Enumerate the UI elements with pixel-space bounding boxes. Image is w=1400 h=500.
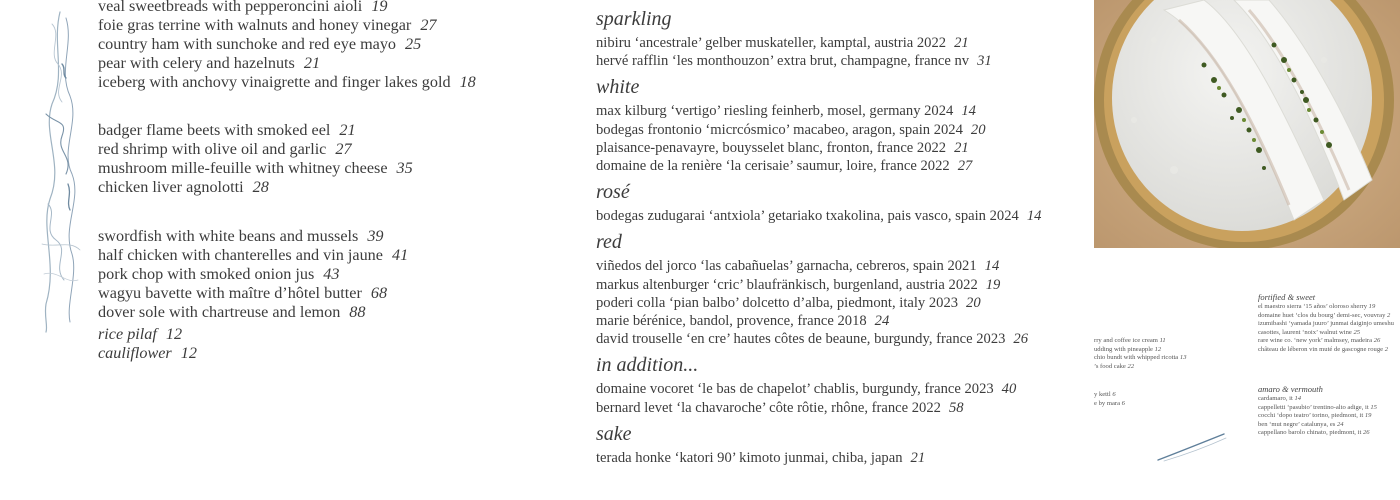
menu-item-price: 28 [252, 178, 269, 196]
food-group-sides [98, 325, 476, 363]
thumbnail-tea-list [1094, 391, 1125, 408]
thumbnail-line [1094, 400, 1125, 409]
food-group-small-plates [98, 0, 476, 92]
menu-item-price: 21 [303, 54, 321, 72]
menu-item [98, 265, 476, 284]
thumbnail-line-name: ’s food cake [1094, 362, 1126, 370]
menu-item [98, 140, 476, 159]
thumbnail-line-name: izumibashi ‘yamada juuro’ junmai daiginjo umeshu [1258, 320, 1394, 328]
wine-item [596, 207, 1041, 225]
menu-item-price: 21 [339, 121, 356, 139]
thumbnail-heading: amaro & vermouth [1258, 384, 1323, 394]
menu-item-price: 88 [349, 303, 366, 321]
thumbnail-line-name: cocchi ‘dopo teatro’ torino, piedmont, it [1258, 412, 1364, 420]
section-heading-sake: sake [596, 422, 632, 445]
thumbnail-line-price: 22 [1127, 362, 1135, 370]
thumbnail-line-price: 26 [1362, 429, 1370, 437]
thumbnail-amaro-list [1258, 384, 1377, 438]
wine-name: bodegas frontonio ‘micrcósmico’ macabeo, aragon, spain 2024 [596, 121, 963, 138]
section-heading-red: red [596, 231, 622, 254]
menu-item-name: country ham with sunchoke and red eye mayo [98, 35, 397, 53]
section-heading-rose: rosé [596, 181, 630, 204]
thumbnail-line [1094, 337, 1187, 346]
menu-item [98, 227, 476, 246]
wine-list [596, 8, 1041, 467]
menu-item [98, 35, 476, 54]
wine-name: nibiru ‘ancestrale’ gelber muskateller, kamptal, austria 2022 [596, 35, 947, 51]
thumbnail-line [1258, 421, 1377, 430]
menu-item-name: badger flame beets with smoked eel [98, 121, 331, 139]
section-heading-white: white [596, 76, 640, 99]
thumbnail-line-name: domaine huet ‘clos du bourg’ demi-sec, vouvray [1258, 311, 1386, 319]
thumbnail-line [1258, 329, 1394, 338]
thumbnail-line-name: y kettl [1094, 391, 1111, 398]
menu-item-price: 27 [420, 16, 437, 34]
menu-item-name: dover sole with chartreuse and lemon [98, 303, 341, 321]
thumbnail-line-name: cappelletti ‘pasubio’ trentino-alto adige, it [1258, 403, 1369, 411]
wine-item [596, 380, 1041, 398]
thumbnail-line-name: casottes, laurent ‘noix’ walnut wine [1258, 328, 1352, 336]
wine-price: 21 [954, 35, 969, 51]
thumbnail-line [1258, 303, 1394, 312]
wine-price: 40 [1001, 381, 1017, 398]
menu-item-name: pork chop with smoked onion jus [98, 265, 315, 283]
wine-price: 24 [874, 313, 890, 330]
wine-item [596, 294, 1041, 312]
menu-item-name: foie gras terrine with walnuts and honey vinegar [98, 16, 412, 34]
wine-price: 58 [948, 399, 964, 416]
thumbnail-line-price: 13 [1179, 354, 1187, 362]
wine-price: 21 [954, 139, 969, 156]
wine-price: 14 [961, 103, 976, 120]
menu-item [98, 246, 476, 265]
thumbnail-line [1258, 320, 1394, 329]
thumbnail-line-name: château de léberon vin muté de gascogne rouge [1258, 345, 1384, 353]
menu-item-price: 18 [459, 73, 476, 91]
wine-item [596, 257, 1041, 275]
menu-item-price: 25 [405, 35, 422, 53]
menu-item-price: 68 [370, 284, 388, 302]
menu-item-name: half chicken with chanterelles and vin jaune [98, 246, 383, 264]
food-group-middle [98, 121, 476, 197]
thumbnail-line [1258, 404, 1377, 413]
wine-name: markus altenburger ‘cric’ blaufränkisch, burgenland, austria 2022 [596, 276, 978, 293]
sketch-illustration [22, 4, 92, 334]
menu-item [98, 178, 476, 197]
thumbnail-line-price: 26 [1373, 337, 1381, 345]
thumbnail-line [1258, 346, 1394, 355]
thumbnail-dessert-list [1094, 337, 1187, 371]
thumbnail-line [1094, 346, 1187, 355]
menu-thumbnail [1094, 282, 1400, 500]
wine-name: domaine vocoret ‘le bas de chapelot’ chablis, burgundy, france 2023 [596, 381, 994, 398]
menu-item [98, 73, 476, 92]
wine-item [596, 330, 1041, 348]
wine-item [596, 157, 1041, 175]
wine-item [596, 52, 1041, 70]
thumbnail-line-price: 25 [1353, 328, 1361, 336]
thumbnail-line-name: rare wine co. ‘new york’ malmsey, madeira [1258, 337, 1373, 345]
menu-item [98, 54, 476, 73]
menu-item-name: veal sweetbreads with pepperoncini aioli [98, 0, 363, 15]
thumbnail-line [1258, 337, 1394, 346]
wine-price: 14 [1026, 208, 1042, 225]
thumbnail-line-name: rry and coffee ice cream [1094, 337, 1158, 344]
wine-item [596, 34, 1041, 52]
thumbnail-line-name: e by mara [1094, 399, 1120, 407]
thumbnail-line-price: 14 [1294, 395, 1302, 402]
thumbnail-line-name: chio bundt with whipped ricotta [1094, 354, 1179, 362]
thumbnail-line-price: 12 [1154, 345, 1162, 353]
menu-item [98, 16, 476, 35]
menu-item-name: iceberg with anchovy vinaigrette and finger lakes gold [98, 73, 451, 91]
thumbnail-line-name: udding with pineapple [1094, 345, 1153, 353]
menu-item-price: 39 [367, 227, 384, 245]
wine-name: hervé rafflin ‘les monthouzon’ extra brut, champagne, france nv [596, 53, 970, 70]
thumbnail-line-name: ben ‘mut negre’ catalunya, es [1258, 420, 1336, 428]
wine-name: david trouselle ‘en cre’ hautes côtes de beaune, burgundy, france 2023 [596, 331, 1006, 348]
wine-name: poderi colla ‘pian balbo’ dolcetto d’alba, piedmont, italy 2023 [596, 294, 959, 311]
wine-price: 20 [966, 294, 981, 311]
menu-item [98, 284, 476, 303]
thumbnail-line-name: cardamaro, it [1258, 395, 1293, 402]
wine-price: 27 [957, 158, 973, 175]
thumbnail-line-price: 19 [1368, 303, 1376, 310]
section-heading-in-addition: in addition... [596, 354, 699, 377]
wine-name: bernard levet ‘la chavaroche’ côte rôtie, rhône, france 2022 [596, 399, 941, 416]
wine-item [596, 449, 1041, 467]
menu-item-price: 41 [391, 246, 409, 264]
thumbnail-line-price: 2 [1384, 345, 1388, 353]
wine-item [596, 121, 1041, 139]
menu-item-name: mushroom mille-feuille with whitney cheese [98, 159, 388, 177]
wine-name: plaisance-penavayre, bouysselet blanc, fronton, france 2022 [596, 139, 947, 156]
menu-item-price: 12 [180, 344, 197, 362]
wine-price: 20 [970, 121, 986, 138]
menu-item-name: wagyu bavette with maître d’hôtel butter [98, 284, 362, 302]
thumbnail-line [1258, 312, 1394, 321]
thumbnail-line [1258, 395, 1377, 404]
wine-item [596, 139, 1041, 157]
wine-name: bodegas zudugarai ‘antxiola’ getariako txakolina, pais vasco, spain 2024 [596, 208, 1019, 225]
wine-price: 26 [1013, 331, 1029, 348]
thumbnail-line-name: cappellano barolo chinato, piedmont, it [1258, 429, 1362, 437]
menu-item-name: red shrimp with olive oil and garlic [98, 140, 327, 158]
menu-item [98, 0, 476, 16]
menu-item-price: 12 [165, 325, 183, 343]
menu-item-name: cauliflower [98, 344, 172, 362]
wine-item [596, 102, 1041, 120]
section-heading-sparkling: sparkling [596, 8, 672, 30]
wine-price: 19 [985, 276, 1001, 293]
menu-item-name: rice pilaf [98, 325, 157, 343]
thumbnail-line-price: 15 [1370, 403, 1377, 411]
wine-name: max kilburg ‘vertigo’ riesling feinherb, mosel, germany 2024 [596, 103, 954, 120]
thumbnail-line-price: 6 [1112, 391, 1116, 398]
thumbnail-line [1094, 363, 1187, 372]
wine-item [596, 276, 1041, 294]
wine-name: domaine de la renière ‘la cerisaie’ saumur, loire, france 2022 [596, 158, 950, 175]
wine-name: marie bérénice, bandol, provence, france 2018 [596, 313, 867, 330]
menu-item-name: chicken liver agnolotti [98, 178, 244, 196]
menu-item [98, 303, 476, 322]
thumbnail-line [1258, 412, 1377, 421]
wine-item [596, 399, 1041, 417]
thumbnail-line-price: 2 [1387, 311, 1391, 319]
wine-price: 14 [984, 258, 1000, 275]
wine-name: terada honke ‘katori 90’ kimoto junmai, chiba, japan [596, 449, 903, 466]
thumbnail-line [1094, 354, 1187, 363]
menu-item [98, 325, 476, 344]
dish-photo-illustration [1094, 0, 1400, 248]
menu-item [98, 344, 476, 363]
thumbnail-heading: fortified & sweet [1258, 292, 1316, 302]
menu-item-price: 19 [371, 0, 388, 15]
menu-item-name: pear with celery and hazelnuts [98, 54, 295, 72]
thumbnail-sketch-stroke [1154, 430, 1234, 464]
thumbnail-line-price: 11 [1159, 337, 1166, 344]
thumbnail-line-price: 24 [1336, 420, 1344, 428]
menu-item-name: swordfish with white beans and mussels [98, 227, 359, 245]
menu-item [98, 159, 476, 178]
food-menu [98, 0, 476, 363]
food-group-large-plates [98, 227, 476, 322]
wine-name: viñedos del jorco ‘las cabañuelas’ garnacha, cebreros, spain 2021 [596, 258, 977, 275]
thumbnail-fortified-list [1258, 292, 1394, 355]
menu-item [98, 121, 476, 140]
wine-price: 21 [910, 449, 926, 466]
menu-item-price: 27 [335, 140, 352, 158]
thumbnail-line-price: 19 [1364, 412, 1372, 420]
thumbnail-line [1258, 429, 1377, 438]
menu-item-price: 43 [323, 265, 340, 283]
wine-item [596, 312, 1041, 330]
thumbnail-line-name: el maestro sierra ‘15 años’ oloroso sherry [1258, 303, 1368, 310]
thumbnail-line-price: 6 [1121, 399, 1125, 407]
wine-price: 31 [977, 53, 992, 70]
dish-photo [1094, 0, 1400, 248]
thumbnail-line [1094, 391, 1125, 400]
menu-item-price: 35 [396, 159, 413, 177]
